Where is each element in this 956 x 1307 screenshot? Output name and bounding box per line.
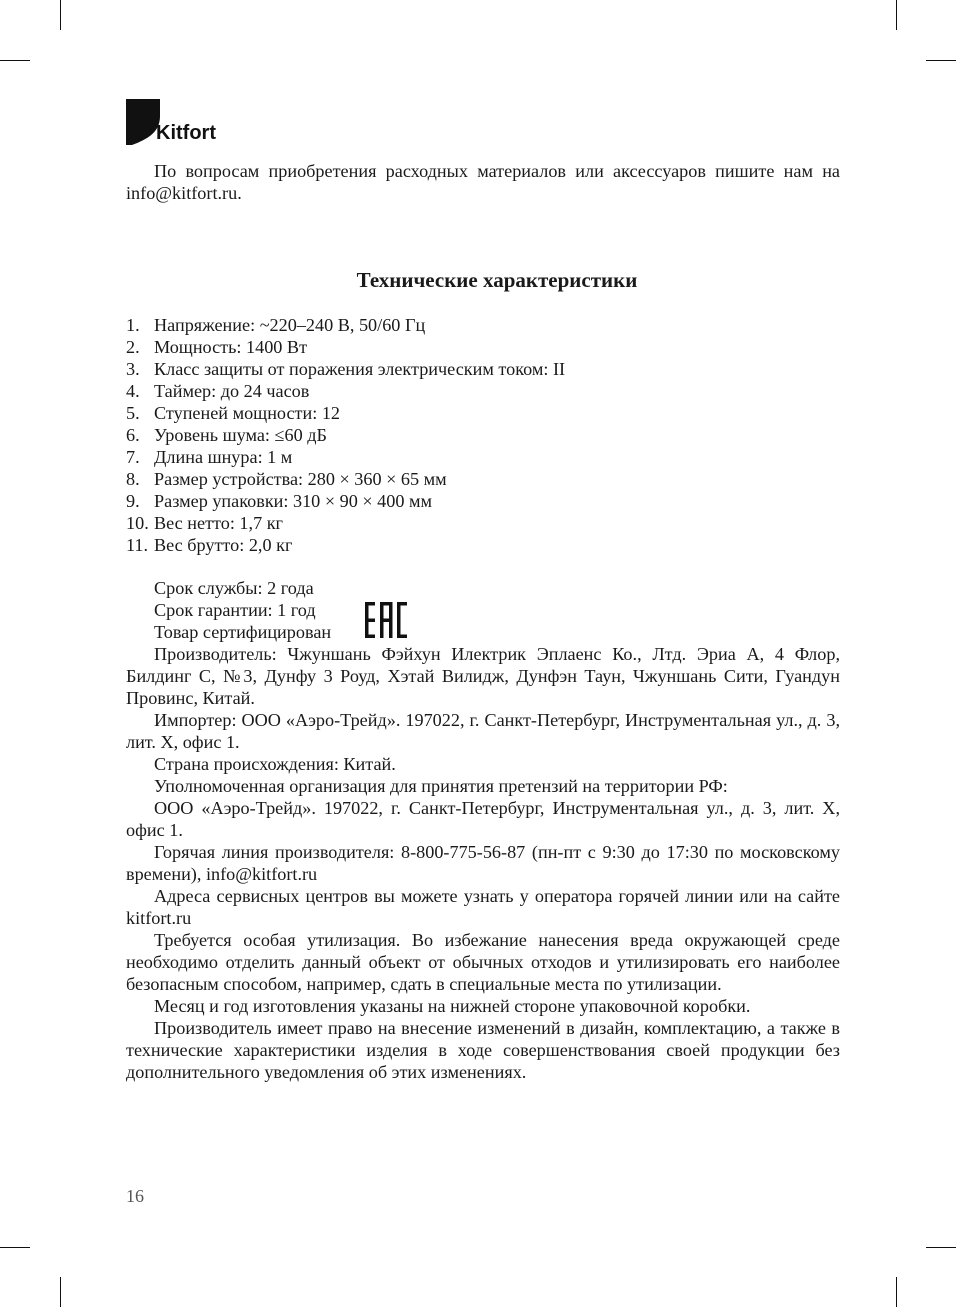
spec-text: Вес нетто: 1,7 кг xyxy=(154,513,284,533)
authorized-address-paragraph: ООО «Аэро-Трейд». 197022, г. Санкт-Петербург, Инструментальная ул., д. 3, лит. Х, офис 1. xyxy=(126,798,840,840)
spec-text: Размер устройства: 280 × 360 × 65 мм xyxy=(154,469,447,489)
specs-list xyxy=(126,314,565,556)
crop-mark xyxy=(60,0,61,30)
spec-text: Напряжение: ~220–240 В, 50/60 Гц xyxy=(154,315,426,335)
spec-number: 7. xyxy=(126,447,140,467)
crop-mark xyxy=(896,0,897,30)
spec-text: Ступеней мощности: 12 xyxy=(154,403,341,423)
spec-text: Класс защиты от поражения электрическим током: II xyxy=(154,359,566,379)
kitfort-logo-icon xyxy=(126,99,160,145)
crop-mark xyxy=(926,60,956,61)
crop-mark xyxy=(0,60,30,61)
importer-paragraph: Импортер: ООО «Аэро-Трейд». 197022, г. Санкт-Петербург, Инструментальная ул., д. 3, лит. Х, офис 1. xyxy=(126,710,840,752)
spec-number: 8. xyxy=(126,469,140,489)
authorized-paragraph: Уполномоченная организация для принятия претензий на территории РФ: xyxy=(154,776,728,796)
service-life: Срок службы: 2 года xyxy=(154,578,314,598)
page-title: Технические характеристики xyxy=(356,268,638,292)
service-centers-paragraph: Адреса сервисных центров вы можете узнать у оператора горячей линии или на сайте kitfort.ru xyxy=(126,886,840,928)
spec-item xyxy=(126,336,565,358)
disposal-paragraph: Требуется особая утилизация. Во избежание нанесения вреда окружающей среде необходимо отделить данный объект от обычных отходов и утилизировать его наиболее безопасным способом, например, сдать в специальные места по утилизации. xyxy=(126,930,840,994)
spec-text: Таймер: до 24 часов xyxy=(154,381,310,401)
spec-item xyxy=(126,424,565,446)
spec-text: Длина шнура: 1 м xyxy=(154,447,293,467)
spec-number: 5. xyxy=(126,403,140,423)
brand-name: Kitfort xyxy=(156,122,216,144)
spec-text: Размер упаковки: 310 × 90 × 400 мм xyxy=(154,491,433,511)
spec-number: 2. xyxy=(126,337,140,357)
spec-item xyxy=(126,358,565,380)
spec-number: 11. xyxy=(126,535,149,555)
spec-text: Мощность: 1400 Вт xyxy=(154,337,308,357)
spec-number: 4. xyxy=(126,381,140,401)
rights-paragraph: Производитель имеет право на внесение изменений в дизайн, комплектацию, а также в технические характеристики изделия в ходе совершенствования своей продукции без дополнительного уведомления об этих изменениях. xyxy=(126,1018,840,1082)
spec-number: 10. xyxy=(126,513,149,533)
intro-paragraph: По вопросам приобретения расходных материалов или аксессуаров пишите нам на info@kitfort.ru. xyxy=(126,161,840,203)
spec-number: 6. xyxy=(126,425,140,445)
spec-item xyxy=(126,446,565,468)
spec-text: Уровень шума: ≤60 дБ xyxy=(154,425,327,445)
certified: Товар сертифицирован xyxy=(154,622,332,642)
spec-item xyxy=(126,534,565,556)
crop-mark xyxy=(896,1277,897,1307)
page-number: 16 xyxy=(126,1186,144,1206)
warranty: Срок гарантии: 1 год xyxy=(154,600,316,620)
origin-paragraph: Страна происхождения: Китай. xyxy=(154,754,396,774)
spec-item xyxy=(126,402,565,424)
spec-text: Вес брутто: 2,0 кг xyxy=(154,535,293,555)
spec-number: 9. xyxy=(126,491,140,511)
spec-item xyxy=(126,468,565,490)
spec-number: 1. xyxy=(126,315,140,335)
spec-item xyxy=(126,380,565,402)
spec-item xyxy=(126,512,565,534)
spec-number: 3. xyxy=(126,359,140,379)
eac-certification-icon xyxy=(365,602,407,638)
crop-mark xyxy=(60,1277,61,1307)
spec-item xyxy=(126,490,565,512)
hotline-paragraph: Горячая линия производителя: 8-800-775-56-87 (пн-пт с 9:30 до 17:30 по московскому времени), info@kitfort.ru xyxy=(126,842,840,884)
manufacturer-paragraph: Производитель: Чжуншань Фэйхун Илектрик Эплаенс Ко., Лтд. Эриа А, 4 Флор, Билдинг С, №3, Дунфу 3 Роуд, Хэтай Вилидж, Дунфэн Таун, Чжуншань Сити, Гуандун Провинс, Китай. xyxy=(126,644,840,708)
spec-item xyxy=(126,314,565,336)
crop-mark xyxy=(0,1247,30,1248)
manufacture-date-paragraph: Месяц и год изготовления указаны на нижней стороне упаковочной коробки. xyxy=(154,996,751,1016)
crop-mark xyxy=(926,1247,956,1248)
kitfort-logo xyxy=(126,99,216,145)
